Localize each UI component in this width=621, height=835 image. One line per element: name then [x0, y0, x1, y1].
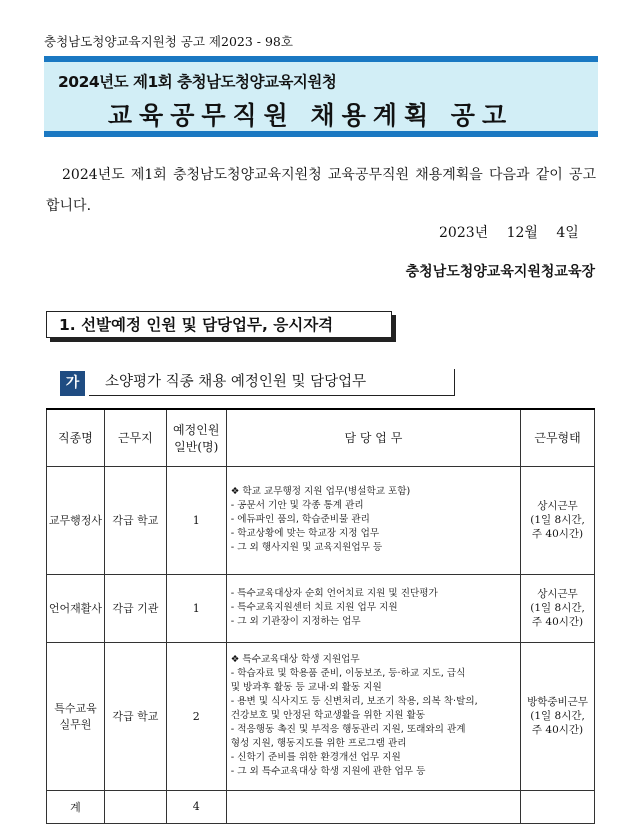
header-count-line2: 일반(명): [174, 439, 219, 454]
work-form-line: (1일 8시간,: [530, 602, 585, 614]
work-form: [521, 574, 595, 642]
total-count: 4: [166, 790, 226, 823]
planned-count: 2: [166, 642, 226, 790]
duties-cell: [226, 466, 520, 574]
work-place: 각급 학교: [104, 642, 166, 790]
work-form: [521, 642, 595, 790]
job-name-line: 실무원: [59, 718, 92, 731]
planned-count: 1: [166, 466, 226, 574]
duty-line: 및 방과후 활동 등 교내·외 활동 지원: [230, 682, 382, 693]
work-form-line: (1일 8시간,: [530, 710, 585, 722]
work-form-line: 주 40시간): [531, 528, 584, 540]
header-job: 직종명: [47, 409, 105, 466]
work-form-line: 방학중비근무: [527, 696, 588, 708]
header-count: [166, 409, 226, 466]
duty-line: 형성 지원, 행동지도를 위한 프로그램 관리: [230, 738, 407, 749]
total-place-empty: [104, 790, 166, 823]
work-place: 각급 기관: [104, 574, 166, 642]
work-form-line: 주 40시간): [531, 724, 584, 736]
duty-line: 건강보호 및 안정된 학교생활을 위한 지원 활동: [230, 710, 426, 721]
planned-count: 1: [166, 574, 226, 642]
duty-line: - 학교상황에 맞는 학교장 지정 업무: [230, 528, 380, 539]
work-form: [521, 466, 595, 574]
work-form-line: 상시근무: [537, 500, 578, 512]
duty-line: - 적응행동 촉진 및 부적응 행동관리 지원, 또래와의 관계: [230, 724, 466, 735]
duty-line: - 용변 및 식사지도 등 신변처리, 보조기 착용, 의복 착·탈의,: [230, 696, 478, 707]
subsection-badge: 가: [60, 371, 85, 396]
total-duties-empty: [226, 790, 520, 823]
duty-line: - 에듀파인 품의, 학습준비물 관리: [230, 514, 370, 525]
table-row: [47, 642, 595, 790]
duty-line: - 특수교육대상자 순회 언어치료 지원 및 진단평가: [230, 588, 438, 599]
table-total-row: [47, 790, 595, 823]
announcement-date: 2023년 12월 4일: [439, 225, 579, 241]
jobs-table: [46, 408, 595, 824]
header-count-line1: 예정인원: [173, 422, 220, 437]
work-form-line: 상시근무: [537, 588, 578, 600]
job-name: [47, 642, 105, 790]
banner-subtitle: 2024년도 제1회 충청남도청양교육지원청: [58, 73, 337, 91]
duty-line: - 그 외 특수교육대상 학생 지원에 관한 업무 등: [230, 766, 426, 777]
job-name: 교무행정사: [47, 466, 105, 574]
section-heading: 1. 선발예정 인원 및 담당업무, 응시자격: [46, 311, 392, 338]
duties-cell: [226, 574, 520, 642]
job-name: 언어재활사: [47, 574, 105, 642]
header-place: 근무지: [104, 409, 166, 466]
total-form-empty: [521, 790, 595, 823]
document-number: 충청남도청양교육지원청 공고 제2023 - 98호: [44, 34, 293, 49]
subsection-title: 소양평가 직종 채용 예정인원 및 담당업무: [89, 369, 455, 396]
duty-line: - 신학기 준비를 위한 환경개선 업무 지원: [230, 752, 401, 763]
duty-line: - 특수교육지원센터 치료 지원 업무 지원: [230, 602, 398, 613]
total-label: 계: [47, 790, 105, 823]
work-place: 각급 학교: [104, 466, 166, 574]
issuer-name: 충청남도청양교육지원청교육장: [405, 264, 595, 280]
table-header-row: [47, 409, 595, 466]
duty-line: - 공문서 기안 및 각종 통계 관리: [230, 500, 364, 511]
header-duties: 담 당 업 무: [226, 409, 520, 466]
duty-line: - 학습자료 및 학용품 준비, 이동보조, 등·하교 지도, 급식: [230, 668, 466, 679]
table-row: [47, 574, 595, 642]
work-form-line: 주 40시간): [531, 616, 584, 628]
work-form-line: (1일 8시간,: [530, 514, 585, 526]
duty-line: ❖ 특수교육대상 학생 지원업무: [230, 654, 360, 665]
table-row: [47, 466, 595, 574]
job-name-line: 특수교육: [54, 702, 97, 715]
intro-paragraph: 2024년도 제1회 충청남도청양교육지원청 교육공무직원 채용계획을 다음과 같이 공고합니다.: [46, 167, 596, 214]
banner-top-rule: [44, 56, 598, 62]
header-form: 근무형태: [521, 409, 595, 466]
duty-line: - 그 외 기관장이 지정하는 업무: [230, 616, 361, 627]
duty-line: ❖ 학교 교무행정 지원 업무(병설학교 포함): [230, 486, 411, 497]
duties-cell: [226, 642, 520, 790]
duty-line: - 그 외 행사지원 및 교육지원업무 등: [230, 542, 383, 553]
banner-title: 교육공무직원 채용계획 공고: [107, 101, 514, 130]
